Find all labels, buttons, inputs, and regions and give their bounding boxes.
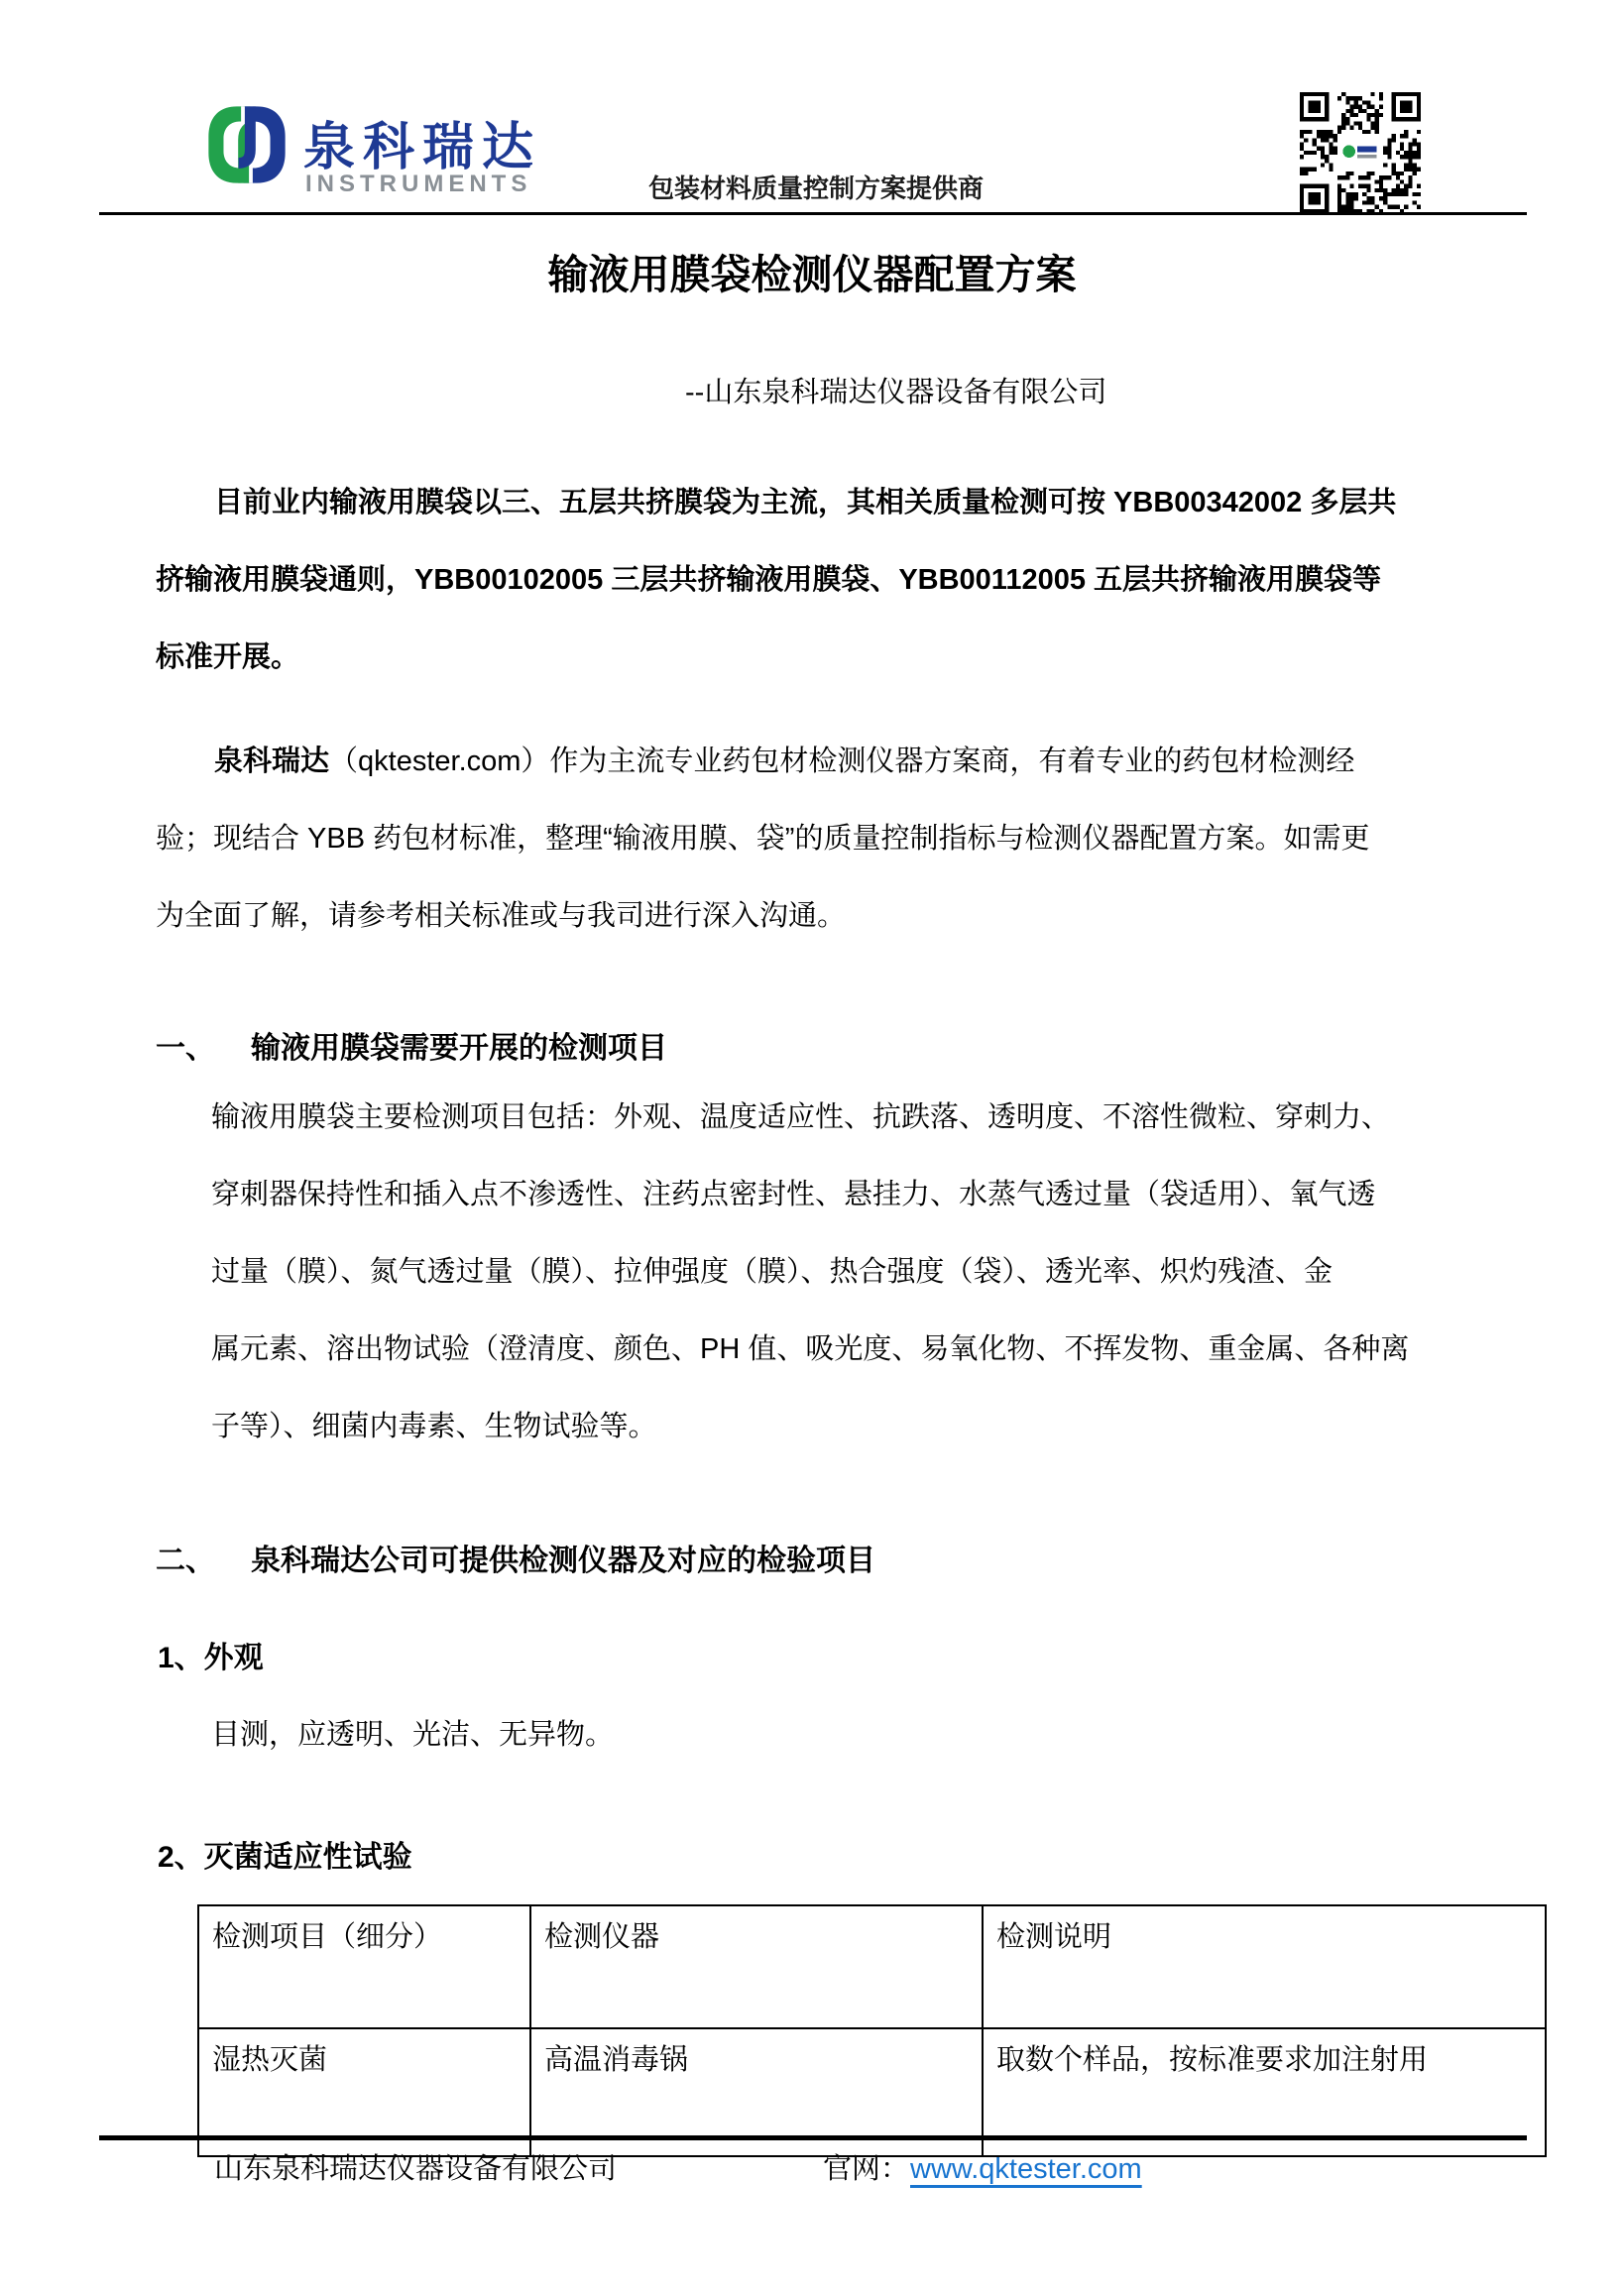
footer-site-label: 官网： — [823, 2153, 910, 2185]
paragraph-line: 穿刺器保持性和插入点不渗透性、注药点密封性、悬挂力、水蒸气透过量（袋适用）、氧气透 — [211, 1179, 1376, 1210]
footer-website-link[interactable]: www.qktester.com — [910, 2153, 1142, 2185]
table-header-cell: 检测仪器 — [530, 1905, 983, 2028]
table-header-row — [198, 1905, 1546, 2028]
section-1-title: 输液用膜袋需要开展的检测项目 — [251, 1032, 667, 1065]
subsection-2-heading: 2、灭菌适应性试验 — [158, 1841, 412, 1874]
brand-name-cn: 泉科瑞达 — [303, 119, 542, 176]
company-logo-icon — [205, 95, 289, 194]
paragraph-text: （qktester.com）作为主流专业药包材检测仪器方案商，有着专业的药包材检测经 — [329, 746, 1355, 777]
test-items-table — [197, 1904, 1547, 2157]
subsection-1-heading: 1、外观 — [158, 1642, 264, 1674]
table-cell: 湿热灭菌 — [198, 2028, 530, 2156]
header-divider — [99, 212, 1527, 215]
table-cell: 高温消毒锅 — [530, 2028, 983, 2156]
page-subtitle: --山东泉科瑞达仪器设备有限公司 — [685, 377, 1107, 408]
section-1-number: 一、 — [156, 1032, 215, 1065]
section-2-number: 二、 — [156, 1545, 215, 1577]
section-2-title: 泉科瑞达公司可提供检测仪器及对应的检验项目 — [251, 1545, 875, 1577]
paragraph-line: 为全面了解，请参考相关标准或与我司进行深入沟通。 — [156, 900, 847, 932]
paragraph-line — [156, 723, 1484, 800]
qr-code-icon — [1300, 92, 1421, 213]
section-1-heading — [156, 1027, 667, 1071]
paragraph-line: 子等）、细菌内毒素、生物试验等。 — [211, 1411, 657, 1442]
table-header-cell: 检测说明 — [983, 1905, 1546, 2028]
footer-company-name: 山东泉科瑞达仪器设备有限公司 — [214, 2153, 618, 2185]
paragraph-line: 过量（膜）、氮气透过量（膜）、拉伸强度（膜）、热合强度（袋）、透光率、炽灼残渣、金 — [211, 1256, 1334, 1288]
intro-paragraph — [156, 464, 1484, 696]
paragraph-line: 挤输液用膜袋通则，YBB00102005 三层共挤输液用膜袋、YBB00112005 五层共挤输液用膜袋等 — [156, 564, 1382, 596]
table-cell: 取数个样品，按标准要求加注射用 — [983, 2028, 1546, 2156]
company-name-lead: 泉科瑞达 — [214, 746, 330, 777]
page-title: 输液用膜袋检测仪器配置方案 — [547, 252, 1077, 297]
paragraph-line: 验；现结合 YBB 药包材标准，整理“输液用膜、袋”的质量控制指标与检测仪器配置方案。如需更 — [156, 823, 1370, 855]
paragraph-line: 标准开展。 — [156, 641, 300, 673]
paragraph-line: 输液用膜袋主要检测项目包括：外观、温度适应性、抗跌落、透明度、不溶性微粒、穿刺力、 — [211, 1101, 1391, 1133]
footer-divider — [99, 2135, 1527, 2140]
company-paragraph — [156, 723, 1484, 955]
section-2-heading — [156, 1540, 875, 1583]
table-header-cell: 检测项目（细分） — [198, 1905, 530, 2028]
subsection-1-body: 目测，应透明、光洁、无异物。 — [211, 1719, 615, 1751]
paragraph-line: 属元素、溶出物试验（澄清度、颜色、PH 值、吸光度、易氧化物、不挥发物、重金属、各种离 — [211, 1333, 1410, 1365]
section-1-body — [211, 1079, 1490, 1465]
paragraph-line: 目前业内输液用膜袋以三、五层共挤膜袋为主流，其相关质量检测可按 YBB00342002 多层共 — [214, 487, 1397, 518]
brand-name-en: INSTRUMENTS — [305, 171, 532, 197]
header-tagline: 包装材料质量控制方案提供商 — [648, 173, 985, 203]
